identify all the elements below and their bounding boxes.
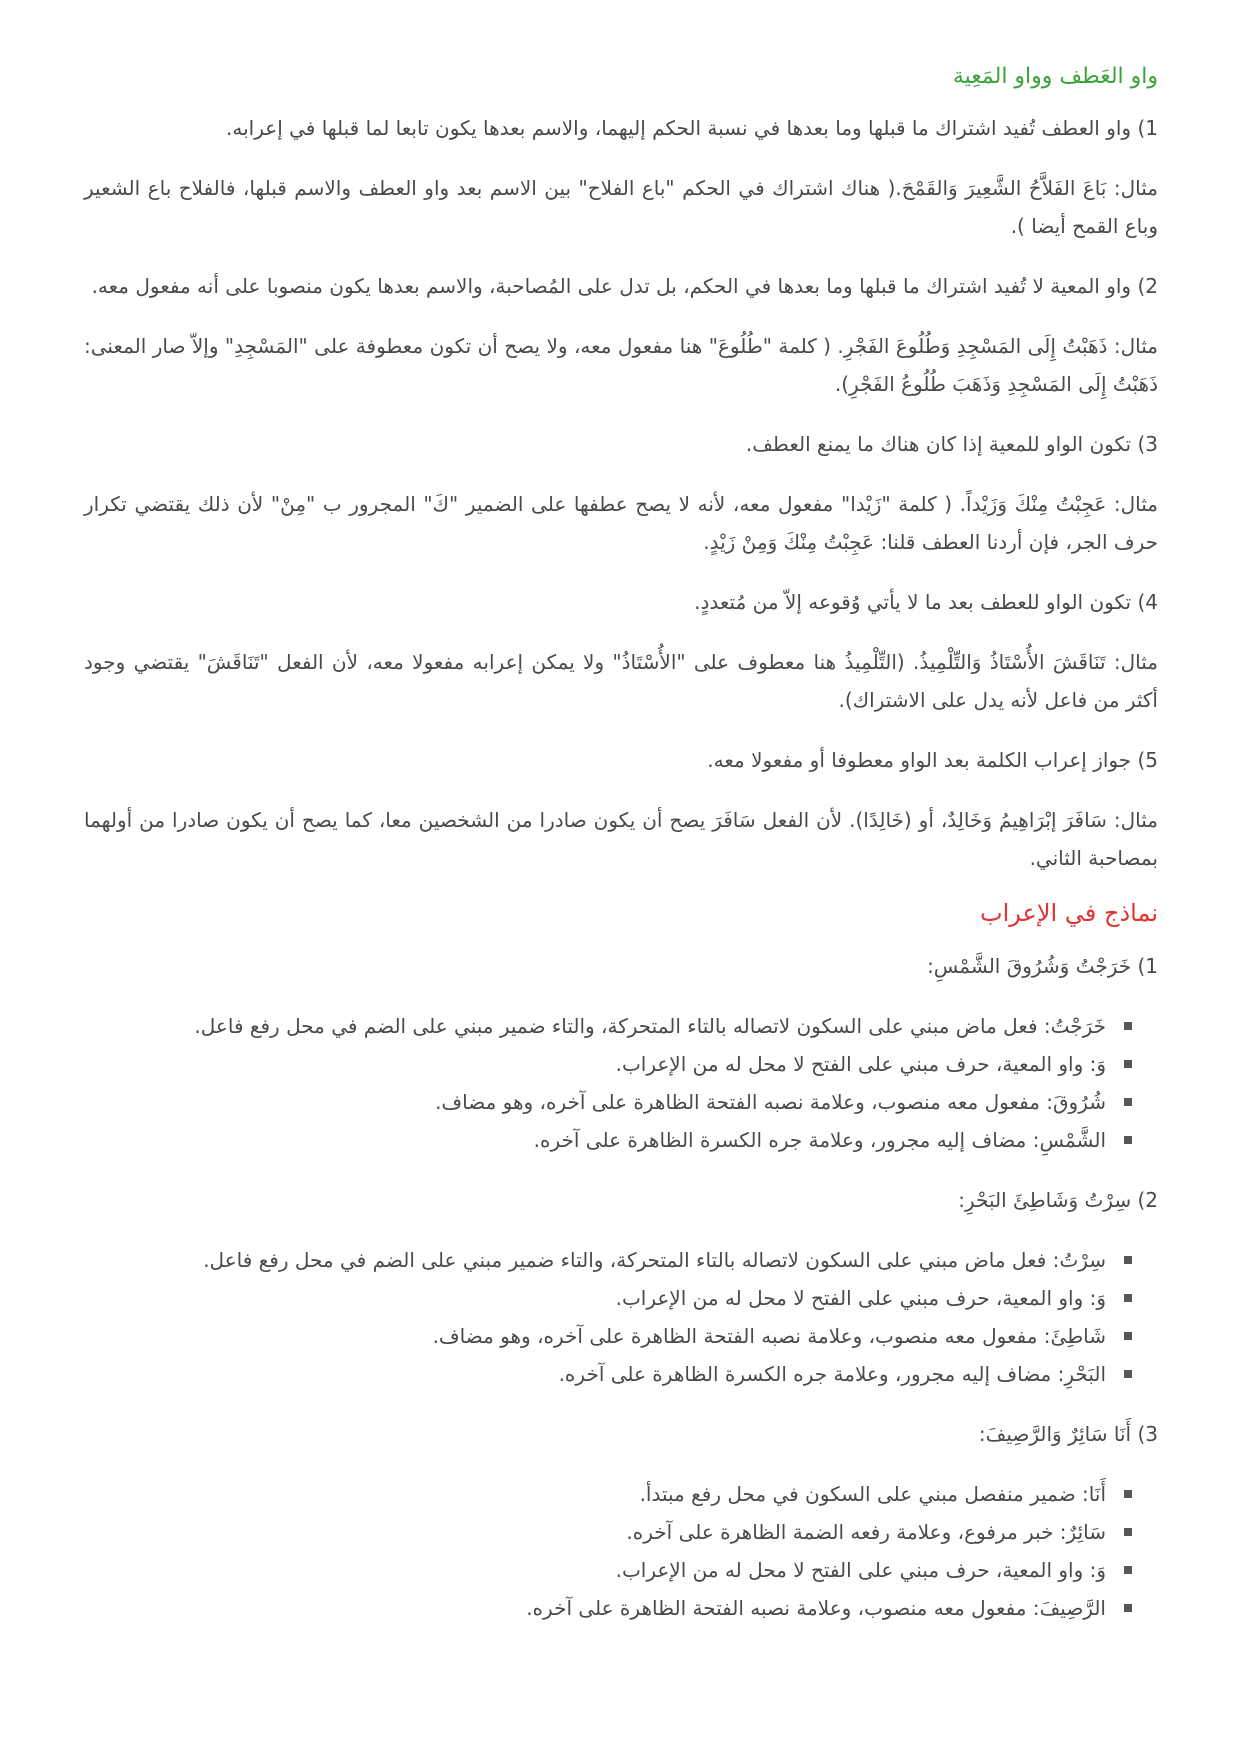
bullet-square-icon [1124, 1370, 1132, 1378]
list-item-text: وَ: واو المعية، حرف مبني على الفتح لا محل له من الإعراب. [615, 1286, 1106, 1310]
bullet-square-icon [1124, 1566, 1132, 1574]
list-item [84, 1317, 1132, 1355]
paragraph: 4) تكون الواو للعطف بعد ما لا يأتي وُقوعه إلاّ من مُتعددٍ. [694, 590, 1158, 614]
example-sentence: 1) خَرَجْتُ وَشُرُوقَ الشَّمْسِ: [927, 954, 1158, 978]
paragraph: مثال: بَاعَ الفَلاَّحُ الشَّعِيرَ وَالقَمْحَ.( هناك اشتراك في الحكم "باع الفلاح" بين الاسم بعد واو العطف والاسم قبلها، فالفلاح باع الشعير وباع القمح أيضا ). [84, 176, 1158, 238]
list-item [84, 1279, 1132, 1317]
list-item [84, 1475, 1132, 1513]
example-sentence: 2) سِرْتُ وَشَاطِئَ البَحْرِ: [958, 1188, 1158, 1212]
list-item-text: أَنَا: ضمير منفصل مبني على السكون في محل رفع مبتدأ. [639, 1482, 1106, 1506]
list-item-text: الشَّمْسِ: مضاف إليه مجرور، وعلامة جره الكسرة الظاهرة على آخره. [533, 1128, 1106, 1152]
list-item-text: سِرْتُ: فعل ماض مبني على السكون لاتصاله بالتاء المتحركة، والتاء ضمير مبني على الضم في محل رفع فاعل. [203, 1248, 1106, 1272]
list-item [84, 1551, 1132, 1589]
list-item-text: وَ: واو المعية، حرف مبني على الفتح لا محل له من الإعراب. [615, 1558, 1106, 1582]
paragraph: مثال: تَنَاقَشَ الأُسْتَاذُ وَالتِّلْمِيذُ. (التِّلْمِيذُ هنا معطوف على "الأُسْتَاذُ" ولا يمكن إعرابه مفعولا معه، لأن الفعل "تَنَاقَشَ" يقتضي وجود أكثر من فاعل لأنه يدل على الاشتراك). [84, 650, 1158, 712]
list-item-text: شَاطِئَ: مفعول معه منصوب، وعلامة نصبه الفتحة الظاهرة على آخره، وهو مضاف. [432, 1324, 1106, 1348]
list-item-text: البَحْرِ: مضاف إليه مجرور، وعلامة جره الكسرة الظاهرة على آخره. [558, 1362, 1106, 1386]
bullet-square-icon [1124, 1528, 1132, 1536]
section-title-waw: واو العَطف وواو المَعِية [952, 64, 1158, 89]
list-item-text: سَائِرٌ: خبر مرفوع، وعلامة رفعه الضمة الظاهرة على آخره. [626, 1520, 1106, 1544]
list-item [84, 1007, 1132, 1045]
list-item [84, 1045, 1132, 1083]
bullet-square-icon [1124, 1022, 1132, 1030]
bullet-square-icon [1124, 1604, 1132, 1612]
paragraph: 5) جواز إعراب الكلمة بعد الواو معطوفا أو مفعولا معه. [707, 748, 1158, 772]
bullet-square-icon [1124, 1098, 1132, 1106]
paragraph: 1) واو العطف تُفيد اشتراك ما قبلها وما بعدها في نسبة الحكم إليهما، والاسم بعدها يكون تابعا لما قبلها في إعرابه. [226, 116, 1158, 140]
list-item [84, 1513, 1132, 1551]
list-item [84, 1121, 1132, 1159]
paragraph: مثال: سَافَرَ إبْرَاهِيمُ وَخَالِدٌ، أو (خَالِدًا). لأن الفعل سَافَرَ يصح أن يكون صادرا من الشخصين معا، كما يصح أن يكون صادرا من أولهما بمصاحبة الثاني. [84, 808, 1158, 870]
list-item-text: الرَّصِيفَ: مفعول معه منصوب، وعلامة نصبه الفتحة الظاهرة على آخره. [526, 1596, 1106, 1620]
paragraph: مثال: عَجِبْتُ مِنْكَ وَزَيْداً. ( كلمة "زَيْدا" مفعول معه، لأنه لا يصح عطفها على الضمير "كَ" المجرور ب "مِنْ" لأن ذلك يقتضي تكرار حرف الجر، فإن أردنا العطف قلنا: عَجِبْتُ مِنْكَ وَمِنْ زَيْدٍ. [84, 492, 1158, 554]
list-item-text: وَ: واو المعية، حرف مبني على الفتح لا محل له من الإعراب. [615, 1052, 1106, 1076]
list-item-text: شُرُوقَ: مفعول معه منصوب، وعلامة نصبه الفتحة الظاهرة على آخره، وهو مضاف. [435, 1090, 1106, 1114]
bullet-square-icon [1124, 1490, 1132, 1498]
example-list [84, 1007, 1158, 1159]
bullet-square-icon [1124, 1332, 1132, 1340]
list-item [84, 1589, 1132, 1627]
bullet-square-icon [1124, 1060, 1132, 1068]
paragraph: 3) تكون الواو للمعية إذا كان هناك ما يمنع العطف. [745, 432, 1158, 456]
paragraph: 2) واو المعية لا تُفيد اشتراك ما قبلها وما بعدها في الحكم، بل تدل على المُصاحبة، والاسم بعدها يكون منصوبا على أنه مفعول معه. [91, 274, 1158, 298]
section-title-examples: نماذج في الإعراب [980, 899, 1158, 927]
bullet-square-icon [1124, 1256, 1132, 1264]
list-item [84, 1355, 1132, 1393]
bullet-square-icon [1124, 1294, 1132, 1302]
example-list [84, 1475, 1158, 1627]
list-item [84, 1241, 1132, 1279]
list-item-text: خَرَجْتُ: فعل ماض مبني على السكون لاتصاله بالتاء المتحركة، والتاء ضمير مبني على الضم في محل رفع فاعل. [194, 1014, 1106, 1038]
bullet-square-icon [1124, 1136, 1132, 1144]
paragraph: مثال: ذَهَبْتُ إِلَى المَسْجِدِ وَطُلُوعَ الفَجْرِ. ( كلمة "طُلُوعَ" هنا مفعول معه، ولا يصح أن تكون معطوفة على "المَسْجِدِ" وإلاّ صار المعنى: ذَهَبْتُ إِلَى المَسْجِدِ وَذَهَبَ طُلُوعُ الفَجْرِ). [84, 334, 1158, 396]
example-list [84, 1241, 1158, 1393]
list-item [84, 1083, 1132, 1121]
example-sentence: 3) أَنَا سَائِرٌ وَالرَّصِيفَ: [978, 1422, 1158, 1446]
